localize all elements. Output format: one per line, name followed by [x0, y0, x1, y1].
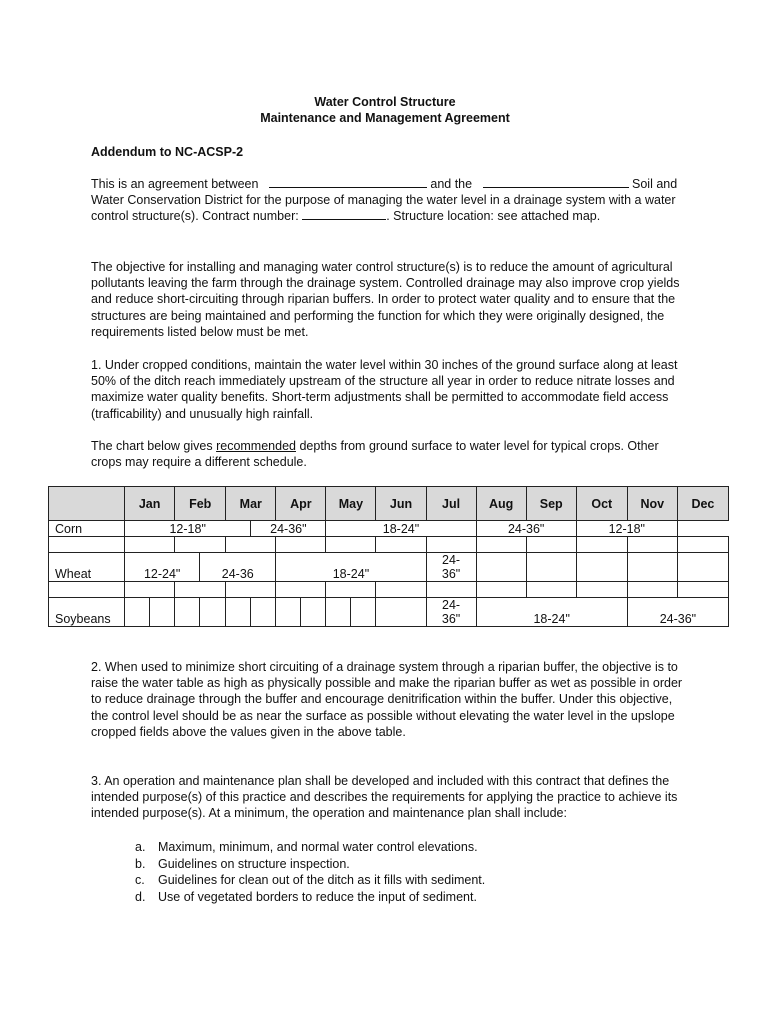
addendum-heading: Addendum to NC-ACSP-2	[91, 145, 244, 159]
month-header-aug: Aug	[476, 487, 526, 521]
list-marker: c.	[135, 873, 145, 887]
table-row-soybeans	[49, 598, 729, 627]
corn-range-5: 12-18"	[576, 521, 677, 537]
party-blank-1[interactable]	[269, 176, 427, 188]
crop-label-corn: Corn	[49, 521, 125, 537]
list-item	[135, 889, 485, 906]
chart-intro-a: The chart below gives	[91, 439, 213, 453]
agreement-text-c: Soil and Water Conservation District for the purpose of managing the water level in a drainage system with a water control structure(s). Contract number:	[91, 177, 678, 224]
month-header-jul: Jul	[426, 487, 476, 521]
month-header-jan: Jan	[125, 487, 175, 521]
table-header-row	[49, 487, 729, 521]
table-spacer-row-1	[49, 537, 729, 553]
agreement-paragraph	[91, 176, 691, 225]
document-title: Water Control Structure	[314, 95, 456, 109]
month-header-dec: Dec	[677, 487, 728, 521]
list-item-text: Guidelines on structure inspection.	[158, 856, 350, 871]
contract-number-blank[interactable]	[302, 208, 386, 220]
wheat-range-3: 18-24"	[276, 553, 426, 582]
soybeans-range-1-line1: 24-	[442, 598, 461, 612]
requirement-3-paragraph: 3. An operation and maintenance plan shall be developed and included with this contract that defines the intended purpose(s) of this practice and describes the requirements for applying the practice to achieve its intended purpose(s). At a minimum, the operation and maintenance plan shall include:	[91, 774, 678, 821]
list-item-text: Use of vegetated borders to reduce the input of sediment.	[158, 889, 477, 904]
month-header-oct: Oct	[576, 487, 627, 521]
corn-range-3: 18-24"	[326, 521, 476, 537]
list-item	[135, 872, 485, 889]
list-item	[135, 839, 485, 856]
month-header-apr: Apr	[276, 487, 326, 521]
list-item-text: Guidelines for clean out of the ditch as it fills with sediment.	[158, 873, 486, 887]
soybeans-range-1	[426, 598, 476, 627]
corn-range-4: 24-36"	[476, 521, 576, 537]
corn-range-1: 12-18"	[125, 521, 251, 537]
table-row-corn	[49, 521, 729, 537]
list-marker: d.	[135, 889, 146, 904]
month-header-mar: Mar	[226, 487, 276, 521]
chart-intro-c: depths from ground surface to water level for typical crops. Other crops may require a different schedule.	[91, 439, 659, 470]
chart-intro-underlined: recommended	[216, 439, 296, 453]
list-item-text: Maximum, minimum, and normal water control elevations.	[158, 840, 478, 854]
om-plan-list	[135, 839, 485, 905]
requirement-1-paragraph: 1. Under cropped conditions, maintain the water level within 30 inches of the ground surface along at least 50% of the ditch reach immediately upstream of the structure all year in order to reduce nitrate losses and maximize water quality benefits. Short-term adjustments shall be permitted to accommodate field access (trafficability) and unusually high rainfall.	[91, 358, 678, 421]
list-marker: a.	[135, 840, 146, 854]
list-item	[135, 856, 485, 873]
month-header-feb: Feb	[175, 487, 226, 521]
agreement-text-d: . Structure location: see attached map.	[386, 209, 601, 224]
agreement-text-a: This is an agreement between	[91, 177, 259, 191]
wheat-range-4-line1: 24-	[442, 553, 461, 567]
month-header-nov: Nov	[627, 487, 677, 521]
requirement-2-paragraph: 2. When used to minimize short circuiting of a drainage system through a riparian buffer, the objective is to raise the water table as high as physically possible and make the riparian buffer as wet as possible in order to reduce drainage through the buffer and encourage denitrification within the buffer. Under this objective, the control level should be as near the surface as possible without elevating the water level in the upslope cropped fields above the values given in the above table.	[91, 660, 683, 739]
party-blank-2[interactable]	[483, 176, 629, 188]
wheat-range-4	[426, 553, 476, 582]
header-corner-cell	[49, 487, 125, 521]
soybeans-range-2: 18-24"	[476, 598, 627, 627]
corn-range-2: 24-36"	[251, 521, 326, 537]
table-spacer-row-2	[49, 582, 729, 598]
wheat-range-2: 24-36	[200, 553, 276, 582]
chart-intro-paragraph	[91, 438, 691, 470]
crop-label-wheat: Wheat	[49, 553, 125, 582]
crop-label-soybeans: Soybeans	[49, 598, 125, 627]
soybeans-range-1-line2: 36"	[441, 612, 461, 626]
wheat-range-1: 12-24"	[125, 553, 200, 582]
document-subtitle: Maintenance and Management Agreement	[260, 111, 510, 125]
month-header-sep: Sep	[526, 487, 576, 521]
month-header-jun: Jun	[376, 487, 426, 521]
month-header-may: May	[326, 487, 376, 521]
wheat-range-4-line2: 36"	[441, 567, 461, 581]
soybeans-range-3: 24-36"	[627, 598, 728, 627]
table-row-wheat	[49, 553, 729, 582]
agreement-text-b: and the	[430, 177, 473, 191]
water-level-schedule-table	[48, 486, 729, 627]
objective-paragraph: The objective for installing and managing water control structure(s) is to reduce the amount of agricultural pollutants leaving the farm through the drainage system. Controlled drainage may also improve crop yields and reduce short-circuiting through riparian buffers. In order to protect water quality and to ensure that the structures are being maintained and performing the function for which they were originally designed, the requirements listed below must be met.	[91, 260, 680, 339]
list-marker: b.	[135, 856, 146, 871]
